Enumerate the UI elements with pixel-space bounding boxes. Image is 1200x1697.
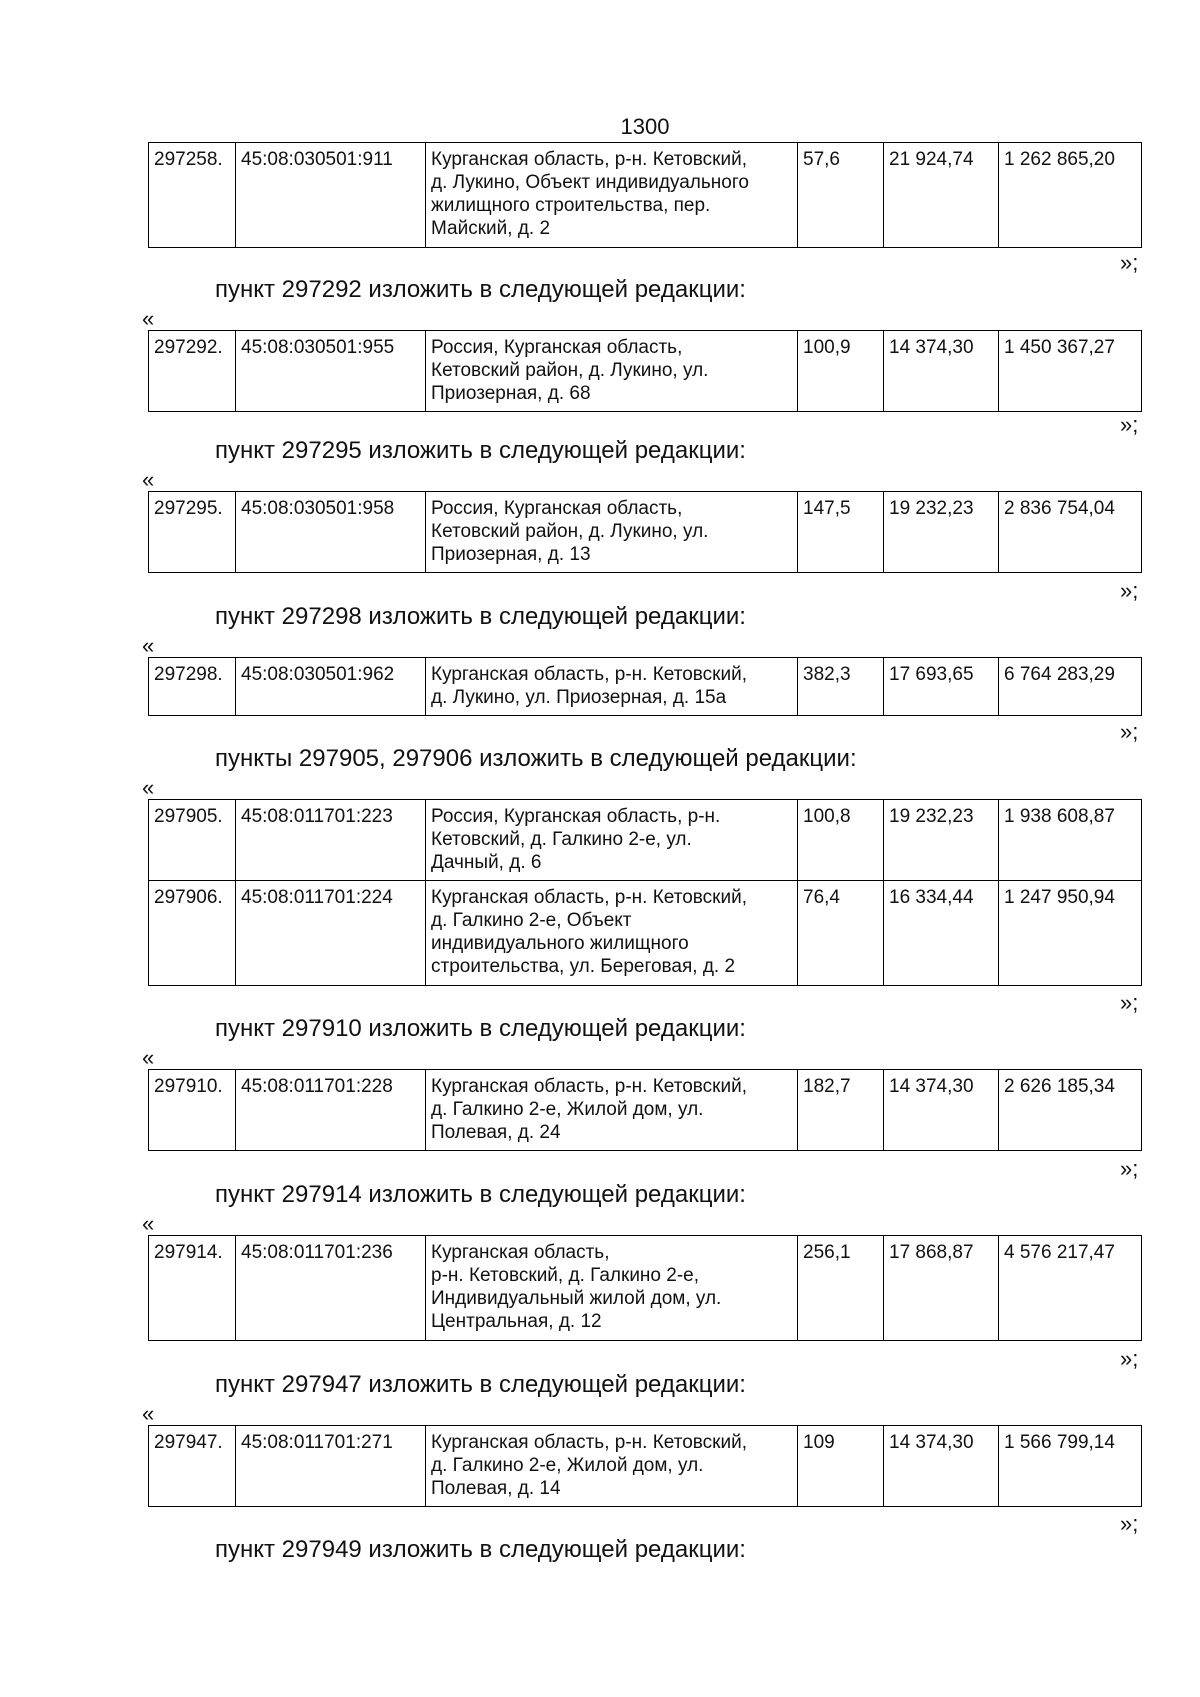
address: Курганская область, р-н. Кетовский, д. Лукино, Объект индивидуального жилищного строительства, пер. Майский, д. 2 xyxy=(426,143,798,248)
amendment-instruction: пункт 297298 изложить в следующей редакции: xyxy=(215,603,746,630)
cadastral-value: 6 764 283,29 xyxy=(999,658,1142,716)
cadastral-value: 1 450 367,27 xyxy=(999,331,1142,412)
close-quote: »; xyxy=(1120,990,1139,1015)
cadastral-value: 2 626 185,34 xyxy=(999,1070,1142,1151)
address: Курганская область, р-н. Кетовский, д. Галкино 2-е, Жилой дом, ул. Полевая, д. 24 xyxy=(426,1070,798,1151)
close-quote: »; xyxy=(1120,412,1139,437)
open-quote: « xyxy=(142,633,155,658)
address: Россия, Курганская область, р-н. Кетовский, д. Галкино 2-е, ул. Дачный, д. 6 xyxy=(426,800,798,881)
row-number: 297906. xyxy=(149,881,236,986)
cadastral-number: 45:08:030501:911 xyxy=(236,143,426,248)
open-quote: « xyxy=(142,1211,155,1236)
cadastral-value: 4 576 217,47 xyxy=(999,1236,1142,1341)
close-quote: »; xyxy=(1120,719,1139,744)
row-number: 297292. xyxy=(149,331,236,412)
area: 256,1 xyxy=(798,1236,884,1341)
table-row xyxy=(149,492,1142,573)
close-quote: »; xyxy=(1120,1511,1139,1536)
table-297298 xyxy=(148,657,1142,716)
unit-value: 14 374,30 xyxy=(884,1426,999,1507)
unit-value: 14 374,30 xyxy=(884,1070,999,1151)
area: 100,9 xyxy=(798,331,884,412)
row-number: 297295. xyxy=(149,492,236,573)
address: Курганская область, р-н. Кетовский, д. Лукино, ул. Приозерная, д. 15а xyxy=(426,658,798,716)
area: 382,3 xyxy=(798,658,884,716)
table-297292 xyxy=(148,330,1142,412)
address: Россия, Курганская область, Кетовский район, д. Лукино, ул. Приозерная, д. 13 xyxy=(426,492,798,573)
amendment-instruction: пункт 297910 изложить в следующей редакции: xyxy=(215,1015,746,1042)
table-297914 xyxy=(148,1235,1142,1341)
close-quote: »; xyxy=(1120,1346,1139,1371)
area: 76,4 xyxy=(798,881,884,986)
unit-value: 17 868,87 xyxy=(884,1236,999,1341)
table-297947 xyxy=(148,1425,1142,1507)
area: 147,5 xyxy=(798,492,884,573)
table-row xyxy=(149,1070,1142,1151)
row-number: 297258. xyxy=(149,143,236,248)
area: 182,7 xyxy=(798,1070,884,1151)
row-number: 297910. xyxy=(149,1070,236,1151)
row-number: 297947. xyxy=(149,1426,236,1507)
unit-value: 21 924,74 xyxy=(884,143,999,248)
cadastral-value: 1 566 799,14 xyxy=(999,1426,1142,1507)
close-quote: »; xyxy=(1120,578,1139,603)
area: 109 xyxy=(798,1426,884,1507)
address: Россия, Курганская область, Кетовский район, д. Лукино, ул. Приозерная, д. 68 xyxy=(426,331,798,412)
amendment-instruction: пункт 297947 изложить в следующей редакции: xyxy=(215,1371,746,1398)
unit-value: 17 693,65 xyxy=(884,658,999,716)
open-quote: « xyxy=(142,1045,155,1070)
table-row xyxy=(149,658,1142,716)
cadastral-value: 1 262 865,20 xyxy=(999,143,1142,248)
open-quote: « xyxy=(142,775,155,800)
table-297295 xyxy=(148,491,1142,573)
unit-value: 14 374,30 xyxy=(884,331,999,412)
table-297258 xyxy=(148,142,1142,248)
cadastral-value: 2 836 754,04 xyxy=(999,492,1142,573)
close-quote: »; xyxy=(1120,250,1139,275)
amendment-instruction: пункт 297949 изложить в следующей редакции: xyxy=(215,1536,746,1563)
unit-value: 16 334,44 xyxy=(884,881,999,986)
cadastral-value: 1 247 950,94 xyxy=(999,881,1142,986)
address: Курганская область, р-н. Кетовский, д. Галкино 2-е, Жилой дом, ул. Полевая, д. 14 xyxy=(426,1426,798,1507)
open-quote: « xyxy=(142,467,155,492)
unit-value: 19 232,23 xyxy=(884,800,999,881)
table-297905-297906 xyxy=(148,799,1142,986)
open-quote: « xyxy=(142,1401,155,1426)
row-number: 297298. xyxy=(149,658,236,716)
cadastral-number: 45:08:011701:224 xyxy=(236,881,426,986)
cadastral-value: 1 938 608,87 xyxy=(999,800,1142,881)
unit-value: 19 232,23 xyxy=(884,492,999,573)
open-quote: « xyxy=(142,306,155,331)
address: Курганская область, р-н. Кетовский, д. Галкино 2-е, Индивидуальный жилой дом, ул. Центральная, д. 12 xyxy=(426,1236,798,1341)
table-row xyxy=(149,1426,1142,1507)
close-quote: »; xyxy=(1120,1156,1139,1181)
cadastral-number: 45:08:011701:223 xyxy=(236,800,426,881)
row-number: 297905. xyxy=(149,800,236,881)
area: 100,8 xyxy=(798,800,884,881)
table-row xyxy=(149,143,1142,248)
amendment-instruction: пункты 297905, 297906 изложить в следующей редакции: xyxy=(215,745,857,772)
row-number: 297914. xyxy=(149,1236,236,1341)
amendment-instruction: пункт 297295 изложить в следующей редакции: xyxy=(215,437,746,464)
table-297910 xyxy=(148,1069,1142,1151)
table-row xyxy=(149,331,1142,412)
cadastral-number: 45:08:030501:962 xyxy=(236,658,426,716)
page-number: 1300 xyxy=(620,114,670,139)
table-row xyxy=(149,800,1142,881)
table-row xyxy=(149,881,1142,986)
cadastral-number: 45:08:011701:236 xyxy=(236,1236,426,1341)
amendment-instruction: пункт 297292 изложить в следующей редакции: xyxy=(215,276,746,303)
address: Курганская область, р-н. Кетовский, д. Галкино 2-е, Объект индивидуального жилищного строительства, ул. Береговая, д. 2 xyxy=(426,881,798,986)
area: 57,6 xyxy=(798,143,884,248)
amendment-instruction: пункт 297914 изложить в следующей редакции: xyxy=(215,1181,746,1208)
cadastral-number: 45:08:030501:955 xyxy=(236,331,426,412)
cadastral-number: 45:08:011701:271 xyxy=(236,1426,426,1507)
cadastral-number: 45:08:030501:958 xyxy=(236,492,426,573)
cadastral-number: 45:08:011701:228 xyxy=(236,1070,426,1151)
table-row xyxy=(149,1236,1142,1341)
